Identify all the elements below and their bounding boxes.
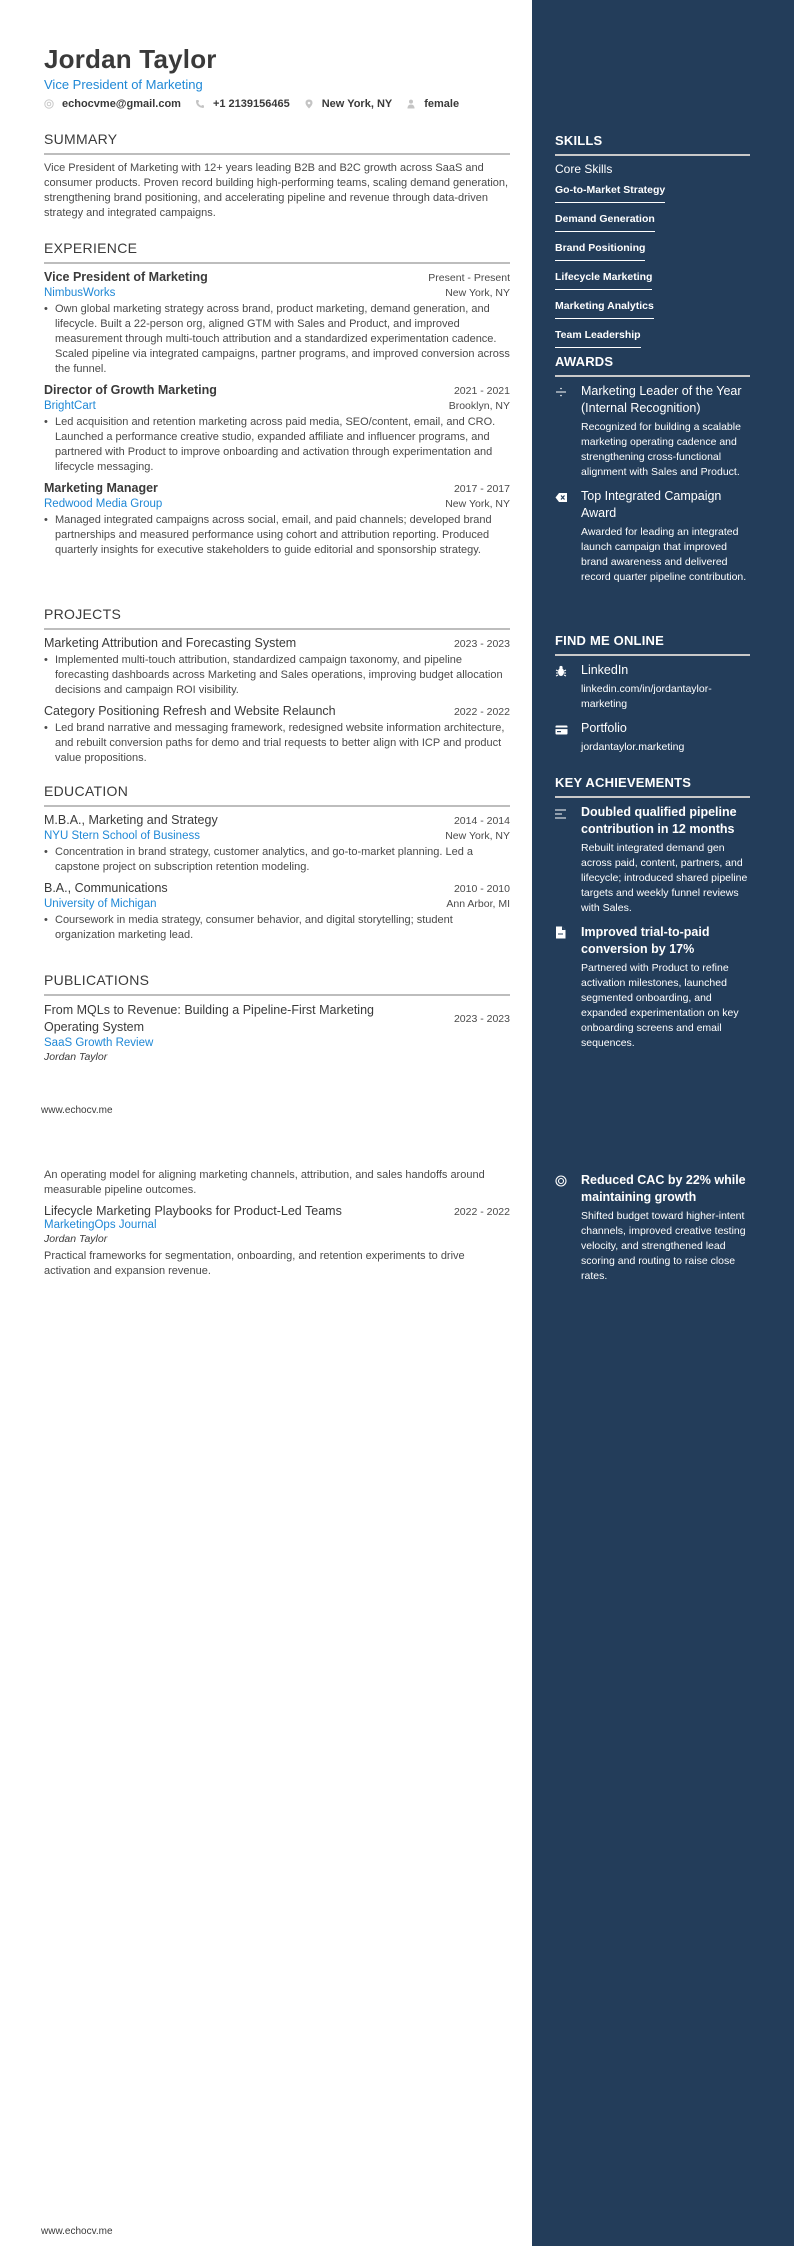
company-name: BrightCart [44, 400, 96, 412]
person-icon [406, 99, 416, 109]
section-divider [44, 805, 510, 807]
job-location: New York, NY [445, 498, 510, 510]
education-dates: 2010 - 2010 [453, 883, 510, 895]
contact-bar [44, 98, 473, 110]
contact-gender-text: female [424, 98, 460, 110]
section-divider [555, 154, 750, 156]
job-title: Vice President of Marketing [44, 270, 208, 284]
job-location: Brooklyn, NY [448, 400, 510, 412]
skill-item: Lifecycle Marketing [555, 267, 750, 296]
contact-gender [406, 98, 459, 110]
contact-phone[interactable] [195, 98, 290, 110]
achievement-title: Doubled qualified pipeline contribution in 12 months [581, 805, 737, 836]
job-dates: 2017 - 2017 [453, 483, 510, 495]
project-bullet: • Led brand narrative and messaging framework, redesigned website information architecture, and rebuilt conversion paths for demo and trial requests to better align with ICP and product value propositions. [44, 722, 505, 764]
align-left-icon [555, 809, 567, 819]
footer-link[interactable]: www.echocv.me [41, 1105, 113, 1116]
experience-section [44, 240, 510, 564]
awards-section [555, 354, 750, 593]
bug-icon [555, 665, 567, 677]
skill-item: Go-to-Market Strategy [555, 180, 750, 209]
section-divider [44, 153, 510, 155]
experience-entry [44, 270, 510, 377]
publication-author: Jordan Taylor [44, 1051, 108, 1063]
publication-title: From MQLs to Revenue: Building a Pipeline-First Marketing Operating System [44, 1003, 374, 1034]
publication-entry [44, 1002, 510, 1063]
job-title: Director of Growth Marketing [44, 383, 217, 397]
publication-author: Jordan Taylor [44, 1233, 108, 1245]
project-entry [44, 704, 510, 766]
award-item [555, 383, 750, 480]
section-divider [44, 262, 510, 264]
skill-item: Brand Positioning [555, 238, 750, 267]
degree: B.A., Communications [44, 881, 168, 895]
summary-section [44, 131, 510, 221]
section-title: FIND ME ONLINE [555, 633, 664, 648]
target-icon [555, 1175, 567, 1187]
section-title: EDUCATION [44, 783, 129, 799]
projects-section [44, 606, 510, 772]
credit-card-icon [555, 725, 568, 735]
online-url[interactable]: linkedin.com/in/jordantaylor-marketing [581, 683, 712, 710]
publications-continued [44, 1168, 510, 1285]
company-name: Redwood Media Group [44, 498, 163, 510]
job-dates: 2021 - 2021 [453, 385, 510, 397]
school-location: Ann Arbor, MI [446, 898, 510, 910]
education-section [44, 783, 510, 949]
achievements-section [555, 775, 750, 1059]
achievement-title: Improved trial-to-paid conversion by 17% [581, 925, 710, 956]
job-dates: Present - Present [428, 272, 510, 284]
section-title: KEY ACHIEVEMENTS [555, 775, 692, 790]
section-divider [44, 994, 510, 996]
online-section [555, 633, 750, 763]
publication-dates: 2023 - 2023 [453, 1013, 510, 1025]
publication-description: An operating model for aligning marketing channels, attribution, and sales handoffs around measurable pipeline outcomes. [44, 1169, 485, 1196]
contact-email-text: echocvme@gmail.com [62, 98, 181, 110]
publication-entry [44, 1204, 510, 1279]
job-bullet: • Led acquisition and retention marketing across paid media, SEO/content, email, and CRO. Launched a performance creative studio, expanded affiliate and influencer programs, and partnered with Product to improve onboarding and activation through experimentation and lifecycle messaging. [44, 416, 496, 473]
award-title: Top Integrated Campaign Award [581, 489, 722, 520]
contact-email[interactable] [44, 98, 181, 110]
skill-item: Demand Generation [555, 209, 750, 238]
online-url[interactable]: jordantaylor.marketing [581, 741, 685, 753]
divide-icon [555, 386, 567, 398]
award-item [555, 488, 750, 585]
section-title: PUBLICATIONS [44, 972, 150, 988]
location-pin-icon [304, 99, 314, 109]
section-divider [555, 654, 750, 656]
section-divider [555, 796, 750, 798]
education-dates: 2014 - 2014 [453, 815, 510, 827]
publication-dates: 2022 - 2022 [453, 1206, 510, 1218]
online-label: LinkedIn [581, 663, 629, 677]
achievement-item [555, 804, 750, 916]
project-name: Category Positioning Refresh and Website Relaunch [44, 704, 336, 718]
project-entry [44, 636, 510, 698]
online-item-portfolio[interactable] [555, 720, 750, 755]
publication-title: Lifecycle Marketing Playbooks for Product-Led Teams [44, 1204, 342, 1218]
publications-section [44, 972, 510, 1069]
at-icon [44, 99, 54, 109]
skill-item: Marketing Analytics [555, 296, 750, 325]
job-bullet: • Managed integrated campaigns across social, email, and paid channels; developed brand partnerships and measured performance using cohort and attribution reporting. Produced quarterly insights for executive stakeholders to guide editorial and sponsorship strategy. [44, 514, 492, 556]
contact-location-text: New York, NY [321, 98, 393, 110]
achievement-description: Rebuilt integrated demand gen across paid, content, partners, and lifecycle; introduced shared pipeline targets and weekly funnel reviews with Sales. [581, 842, 748, 914]
section-title: SKILLS [555, 133, 603, 148]
project-bullet: • Implemented multi-touch attribution, standardized campaign taxonomy, and pipeline forecasting dashboards across Marketing and Sales operations, improving budget allocation decisions and campaign ROI visibility. [44, 654, 503, 696]
school-name: NYU Stern School of Business [44, 830, 200, 842]
online-item-linkedin[interactable] [555, 662, 750, 712]
candidate-name: Jordan Taylor [44, 44, 217, 74]
section-divider [44, 628, 510, 630]
achievement-title: Reduced CAC by 22% while maintaining growth [581, 1173, 746, 1204]
company-name: NimbusWorks [44, 287, 116, 299]
education-entry [44, 881, 510, 943]
section-title: EXPERIENCE [44, 240, 138, 256]
job-location: New York, NY [445, 287, 510, 299]
project-name: Marketing Attribution and Forecasting System [44, 636, 297, 650]
section-title: PROJECTS [44, 606, 122, 622]
phone-icon [195, 99, 205, 109]
achievement-description: Shifted budget toward higher-intent channels, improved creative testing velocity, and strengthened lead scoring and routing to raise close rates. [581, 1210, 746, 1282]
project-dates: 2022 - 2022 [453, 706, 510, 718]
achievement-description: Partnered with Product to refine activation milestones, launched segmented onboarding, and expanded experimentation on key onboarding screens and email sequences. [581, 962, 739, 1049]
education-bullet: • Coursework in media strategy, consumer behavior, and digital storytelling; student organization marketing lead. [44, 914, 453, 941]
achievement-item [555, 1172, 750, 1284]
school-location: New York, NY [445, 830, 510, 842]
award-description: Recognized for building a scalable marketing operating cadence and strengthening cross-functional alignment with Sales and Product. [581, 421, 741, 478]
skills-subtitle: Core Skills [555, 162, 613, 176]
publication-description: Practical frameworks for segmentation, onboarding, and retention experiments to drive activation and expansion revenue. [44, 1250, 465, 1277]
education-bullet: • Concentration in brand strategy, customer analytics, and go-to-market planning. Led a capstone project on subscription retention modeling. [44, 846, 474, 873]
achievements-continued [555, 1172, 750, 1292]
online-label: Portfolio [581, 721, 627, 735]
school-name: University of Michigan [44, 898, 157, 910]
backspace-icon [555, 492, 568, 503]
section-title: AWARDS [555, 354, 614, 369]
achievement-item [555, 924, 750, 1051]
education-entry [44, 813, 510, 875]
experience-entry [44, 383, 510, 475]
summary-text: Vice President of Marketing with 12+ years leading B2B and B2C growth across SaaS and consumer products. Proven record building high-performing teams, scaling demand generation, strengthening brand positioning, and accelerating pipeline and revenue through data-driven strategy and integrated campaigns. [44, 162, 509, 219]
section-divider [555, 375, 750, 377]
publisher-name: SaaS Growth Review [44, 1037, 154, 1049]
candidate-title: Vice President of Marketing [44, 77, 203, 92]
skill-item: Team Leadership [555, 325, 750, 354]
job-title: Marketing Manager [44, 481, 158, 495]
document-icon [555, 926, 566, 939]
project-dates: 2023 - 2023 [453, 638, 510, 650]
experience-entry [44, 481, 510, 558]
award-title: Marketing Leader of the Year (Internal Recognition) [581, 384, 742, 415]
contact-location [304, 98, 393, 110]
degree: M.B.A., Marketing and Strategy [44, 813, 218, 827]
job-bullet: • Own global marketing strategy across brand, product marketing, demand generation, and lifecycle. Built a 22-person org, aligned GTM with Sales and Product, and improved measurement through multi-touch attribution and a standardized experimentation cadence. Scaled pipeline via integrated campaigns, partner programs, and improved conversion across the funnel. [44, 303, 510, 375]
publisher-name: MarketingOps Journal [44, 1219, 157, 1231]
footer-link[interactable]: www.echocv.me [41, 2226, 113, 2237]
skills-section [555, 133, 750, 354]
section-title: SUMMARY [44, 131, 118, 147]
award-description: Awarded for leading an integrated launch campaign that improved brand awareness and delivered record quarter pipeline contribution. [581, 526, 747, 583]
contact-phone-text: +1 2139156465 [212, 98, 290, 110]
